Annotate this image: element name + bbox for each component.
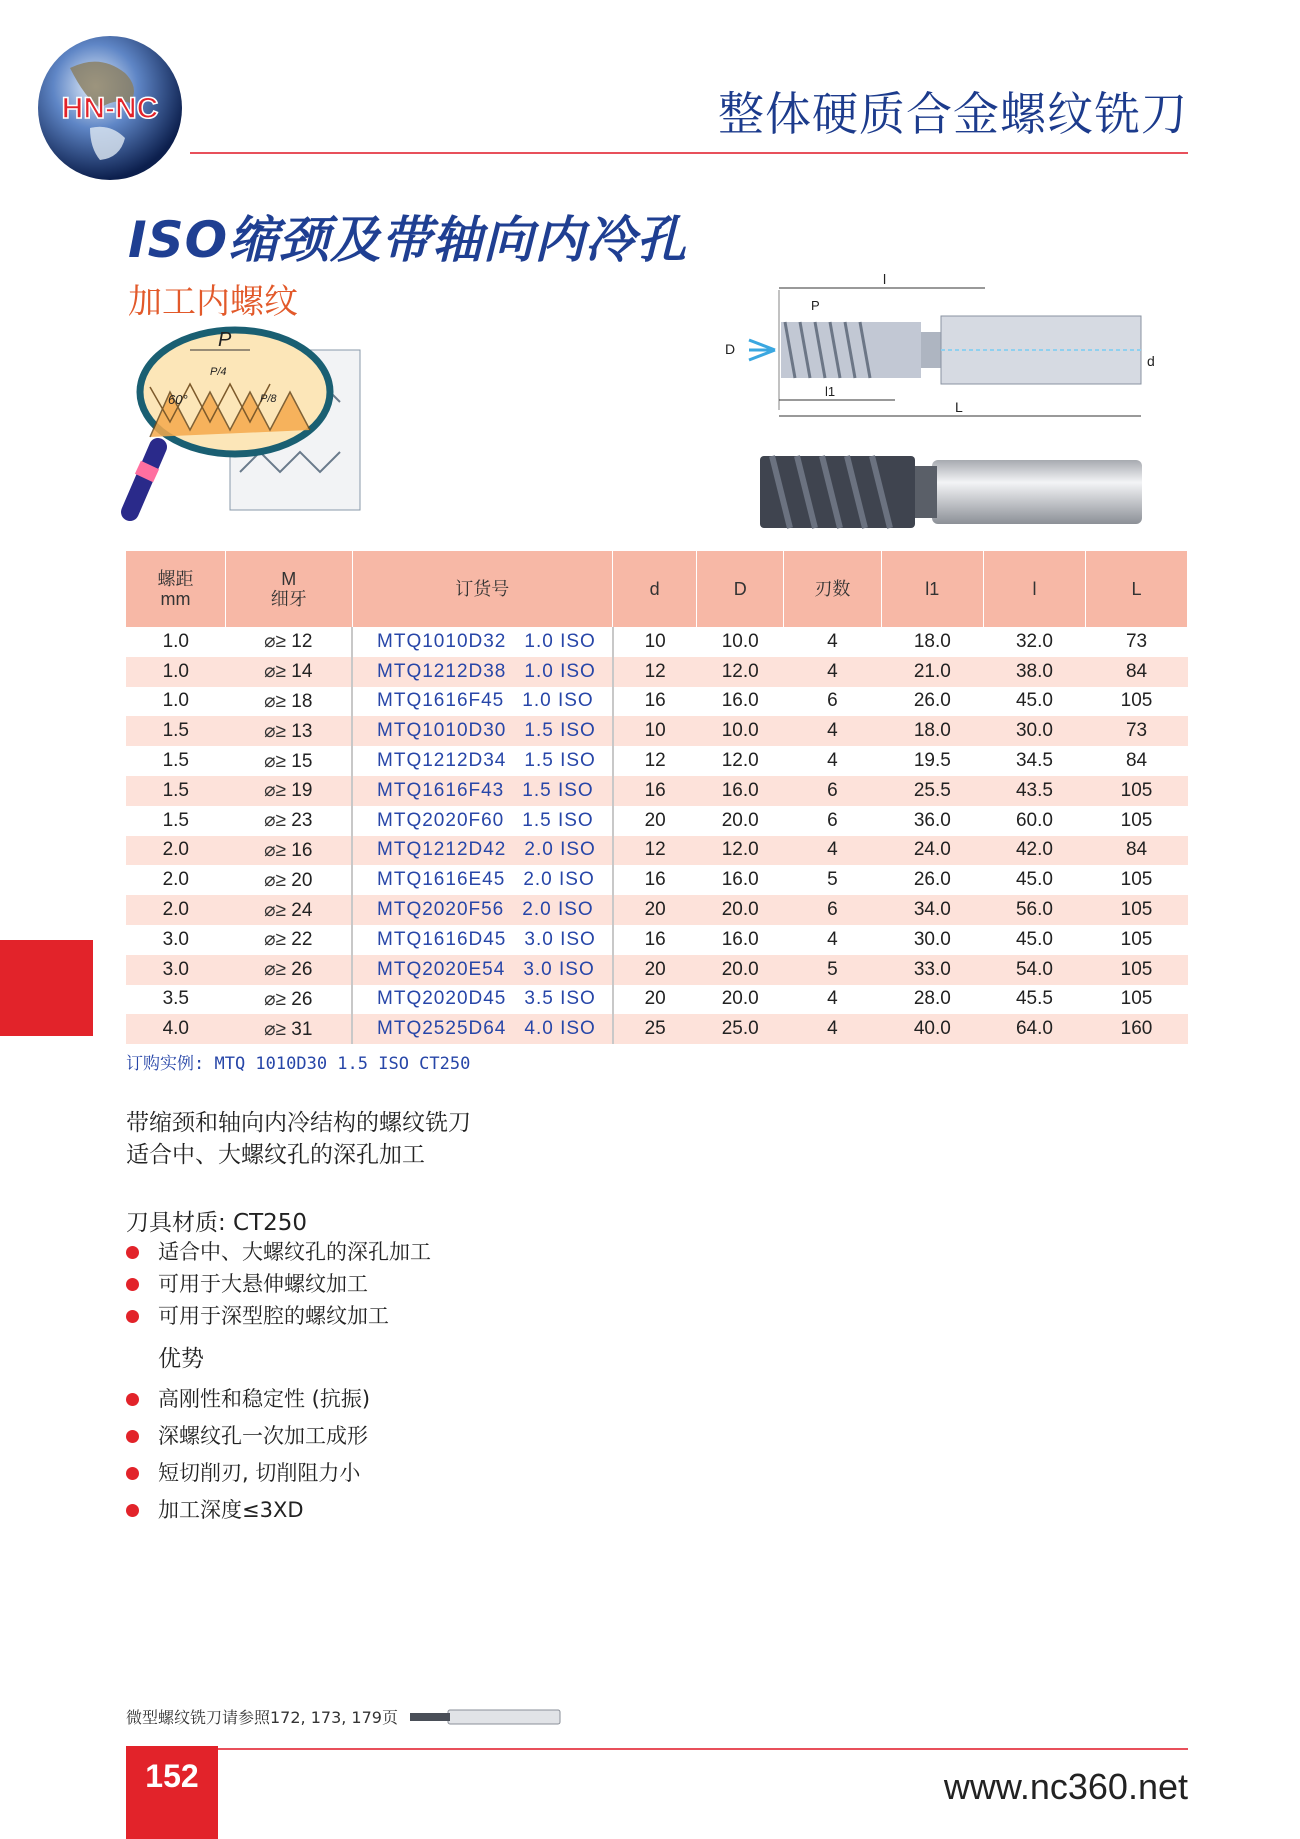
cell-l: 45.5: [983, 985, 1085, 1015]
feature-text: 可用于深型腔的螺纹加工: [158, 1304, 389, 1328]
order-code: MTQ2020F60: [377, 809, 505, 831]
bullet-icon: [126, 1393, 139, 1406]
cell-l1: 36.0: [881, 806, 983, 836]
cell-pitch: 1.0: [126, 657, 226, 687]
cell-flutes: 4: [784, 925, 882, 955]
cell-m: [226, 746, 352, 776]
cell-flutes: 4: [784, 746, 882, 776]
description-line-1: 带缩颈和轴向内冷结构的螺纹铣刀: [126, 1110, 471, 1136]
cell-flutes: 5: [784, 865, 882, 895]
cell-order: [352, 806, 612, 836]
cell-m: [226, 776, 352, 806]
order-code: MTQ1616F43: [377, 779, 505, 801]
cell-l1: 24.0: [881, 836, 983, 866]
thread-p4-label: P/4: [210, 366, 227, 378]
col-D-header: D: [697, 551, 784, 627]
cell-m-value: 22: [291, 929, 313, 951]
cell-flutes: 6: [784, 806, 882, 836]
advantage-text: 加工深度≤3XD: [158, 1498, 304, 1522]
cell-l: 45.0: [983, 925, 1085, 955]
dim-l1-label: l1: [825, 384, 836, 399]
diameter-ge-icon: ⌀≥: [264, 869, 292, 891]
table-header-row: [126, 551, 1188, 627]
cell-pitch: 4.0: [126, 1014, 226, 1044]
cell-l: 38.0: [983, 657, 1085, 687]
diameter-ge-icon: ⌀≥: [264, 661, 292, 683]
section-side-tab: [0, 940, 93, 1036]
cell-d: 16: [613, 925, 697, 955]
description-line-2: 适合中、大螺纹孔的深孔加工: [126, 1142, 425, 1168]
cell-L: 160: [1086, 1014, 1188, 1044]
table-row: [126, 925, 1188, 955]
tool-material: 刀具材质: CT250: [126, 1210, 308, 1236]
thread-p-label: P: [218, 329, 232, 351]
cell-d: 12: [613, 836, 697, 866]
cell-m-value: 14: [291, 661, 313, 683]
feature-text: 适合中、大螺纹孔的深孔加工: [158, 1240, 431, 1264]
cell-flutes: 4: [784, 627, 882, 657]
spec-table: [126, 551, 1188, 1044]
cell-pitch: 3.0: [126, 925, 226, 955]
thread-profile-diagram: [120, 322, 370, 532]
advantage-item: [126, 1455, 370, 1492]
table-row: [126, 806, 1188, 836]
cell-d: 20: [613, 955, 697, 985]
dim-D-label: D: [725, 341, 736, 357]
cell-d: 20: [613, 806, 697, 836]
col-order-header: 订货号: [352, 551, 612, 627]
diameter-ge-icon: ⌀≥: [264, 690, 292, 712]
col-l1-header: l1: [881, 551, 983, 627]
order-code: MTQ2020D45: [377, 988, 507, 1010]
col-pitch-header: 螺距 mm: [126, 551, 226, 627]
order-iso: 1.5 ISO: [524, 720, 596, 742]
diameter-ge-icon: ⌀≥: [264, 720, 292, 742]
cell-L: 105: [1086, 925, 1188, 955]
company-logo: [30, 28, 190, 188]
table-row: [126, 985, 1188, 1015]
cell-d: 10: [613, 716, 697, 746]
cell-D: 20.0: [697, 895, 784, 925]
cell-order: [352, 985, 612, 1015]
cell-l: 54.0: [983, 955, 1085, 985]
order-iso: 3.0 ISO: [524, 928, 596, 950]
cell-flutes: 4: [784, 716, 882, 746]
cell-D: 12.0: [697, 836, 784, 866]
cell-l1: 28.0: [881, 985, 983, 1015]
cell-flutes: 4: [784, 836, 882, 866]
order-code: MTQ2020F56: [377, 899, 505, 921]
order-example: 订购实例: MTQ 1010D30 1.5 ISO CT250: [126, 1054, 471, 1074]
cell-L: 84: [1086, 746, 1188, 776]
cell-d: 16: [613, 776, 697, 806]
cell-m: [226, 925, 352, 955]
cell-D: 20.0: [697, 985, 784, 1015]
cell-L: 84: [1086, 836, 1188, 866]
cell-m-value: 12: [291, 631, 313, 653]
advantage-item: [126, 1418, 370, 1455]
feature-item: [126, 1300, 431, 1332]
thread-p8-label: P/8: [260, 393, 277, 405]
dim-d-label: d: [1147, 353, 1155, 369]
advantage-text: 高刚性和稳定性 (抗振): [158, 1387, 371, 1411]
cell-D: 16.0: [697, 925, 784, 955]
diameter-ge-icon: ⌀≥: [264, 988, 292, 1010]
cell-m-value: 20: [291, 869, 313, 891]
cell-l1: 21.0: [881, 657, 983, 687]
feature-item: [126, 1268, 431, 1300]
cell-order: [352, 657, 612, 687]
cell-d: 12: [613, 657, 697, 687]
cell-L: 105: [1086, 687, 1188, 717]
col-d-header: d: [613, 551, 697, 627]
bullet-icon: [126, 1246, 139, 1259]
cell-pitch: 1.0: [126, 687, 226, 717]
feature-item: [126, 1236, 431, 1268]
bullet-icon: [126, 1278, 139, 1291]
cell-flutes: 4: [784, 985, 882, 1015]
diameter-ge-icon: ⌀≥: [264, 899, 292, 921]
tool-dimension-drawing: [715, 270, 1155, 420]
cell-m: [226, 865, 352, 895]
cell-m-value: 18: [291, 690, 313, 712]
order-iso: 1.0 ISO: [522, 690, 594, 712]
cell-order: [352, 716, 612, 746]
cell-order: [352, 1014, 612, 1044]
feature-list: [126, 1236, 431, 1332]
cell-flutes: 4: [784, 1014, 882, 1044]
cell-order: [352, 895, 612, 925]
website-url: www.nc360.net: [943, 1766, 1188, 1807]
cell-pitch: 3.5: [126, 985, 226, 1015]
cell-pitch: 1.5: [126, 806, 226, 836]
cell-m: [226, 955, 352, 985]
diameter-ge-icon: ⌀≥: [264, 1018, 292, 1040]
table-row: [126, 1014, 1188, 1044]
table-row: [126, 746, 1188, 776]
order-code: MTQ1616D45: [377, 928, 507, 950]
table-row: [126, 955, 1188, 985]
order-code: MTQ1010D30: [377, 720, 507, 742]
cell-m: [226, 657, 352, 687]
cell-d: 16: [613, 687, 697, 717]
cell-D: 12.0: [697, 746, 784, 776]
table-row: [126, 836, 1188, 866]
diameter-ge-icon: ⌀≥: [264, 750, 292, 772]
table-row: [126, 687, 1188, 717]
cell-l1: 18.0: [881, 627, 983, 657]
cell-flutes: 6: [784, 776, 882, 806]
micro-tool-icon: [408, 1705, 563, 1729]
table-row: [126, 865, 1188, 895]
col-L-header: L: [1086, 551, 1188, 627]
dim-p-label: P: [811, 298, 820, 313]
cell-L: 105: [1086, 806, 1188, 836]
order-iso: 2.0 ISO: [523, 869, 595, 891]
micro-tool-reference: 微型螺纹铣刀请参照172, 173, 179页: [126, 1708, 398, 1727]
order-code: MTQ2020E54: [377, 958, 506, 980]
cell-l1: 40.0: [881, 1014, 983, 1044]
cell-d: 12: [613, 746, 697, 776]
cell-d: 10: [613, 627, 697, 657]
cell-d: 16: [613, 865, 697, 895]
advantage-text: 深螺纹孔一次加工成形: [158, 1424, 368, 1448]
diameter-ge-icon: ⌀≥: [264, 631, 292, 653]
order-code: MTQ1212D34: [377, 750, 507, 772]
cell-l: 45.0: [983, 865, 1085, 895]
cell-pitch: 1.5: [126, 776, 226, 806]
footer-divider: [126, 1748, 1188, 1750]
dim-l-label: l: [883, 271, 887, 287]
section-subtitle: 加工内螺纹: [128, 282, 298, 322]
col-flutes-header: 刃数: [784, 551, 882, 627]
cell-L: 73: [1086, 716, 1188, 746]
cell-D: 16.0: [697, 776, 784, 806]
order-code: MTQ1212D42: [377, 839, 507, 861]
thread-angle-label: 60°: [168, 392, 188, 407]
order-iso: 4.0 ISO: [524, 1018, 596, 1040]
table-row: [126, 895, 1188, 925]
bullet-icon: [126, 1504, 139, 1517]
table-row: [126, 776, 1188, 806]
advantage-item: [126, 1381, 370, 1418]
cell-pitch: 2.0: [126, 895, 226, 925]
advantage-list: [126, 1381, 370, 1529]
cell-l1: 26.0: [881, 865, 983, 895]
order-iso: 3.0 ISO: [523, 958, 595, 980]
order-iso: 1.5 ISO: [524, 750, 596, 772]
cell-order: [352, 836, 612, 866]
cell-m: [226, 985, 352, 1015]
page-number: 152: [145, 1758, 199, 1794]
cell-pitch: 2.0: [126, 836, 226, 866]
order-iso: 2.0 ISO: [522, 899, 594, 921]
cell-m-value: 23: [291, 810, 313, 832]
cell-flutes: 5: [784, 955, 882, 985]
cell-m-value: 19: [291, 780, 313, 802]
cell-pitch: 1.0: [126, 627, 226, 657]
cell-l: 42.0: [983, 836, 1085, 866]
cell-pitch: 1.5: [126, 716, 226, 746]
feature-text: 可用于大悬伸螺纹加工: [158, 1272, 368, 1296]
cell-m: [226, 627, 352, 657]
cell-l1: 34.0: [881, 895, 983, 925]
cell-order: [352, 925, 612, 955]
order-code: MTQ1616F45: [377, 690, 505, 712]
cell-l: 43.5: [983, 776, 1085, 806]
cell-l1: 33.0: [881, 955, 983, 985]
cell-m: [226, 716, 352, 746]
bullet-icon: [126, 1467, 139, 1480]
cell-l1: 26.0: [881, 687, 983, 717]
cell-pitch: 2.0: [126, 865, 226, 895]
cell-m-value: 24: [291, 899, 313, 921]
order-iso: 3.5 ISO: [524, 988, 596, 1010]
diameter-ge-icon: ⌀≥: [264, 810, 292, 832]
logo-text: HN-NC: [61, 92, 159, 125]
cell-D: 16.0: [697, 865, 784, 895]
order-code: MTQ1212D38: [377, 660, 507, 682]
order-iso: 2.0 ISO: [524, 839, 596, 861]
cell-l1: 18.0: [881, 716, 983, 746]
cell-L: 105: [1086, 955, 1188, 985]
cell-m: [226, 687, 352, 717]
cell-l: 64.0: [983, 1014, 1085, 1044]
section-title: ISO缩颈及带轴向内冷孔: [128, 211, 688, 269]
cell-l1: 30.0: [881, 925, 983, 955]
cell-pitch: 3.0: [126, 955, 226, 985]
cell-l: 32.0: [983, 627, 1085, 657]
cell-m: [226, 895, 352, 925]
cell-l: 30.0: [983, 716, 1085, 746]
cell-D: 10.0: [697, 716, 784, 746]
cell-m: [226, 836, 352, 866]
table-row: [126, 657, 1188, 687]
diameter-ge-icon: ⌀≥: [264, 780, 292, 802]
cell-L: 105: [1086, 985, 1188, 1015]
cell-flutes: 4: [784, 657, 882, 687]
tool-photo: [752, 446, 1152, 538]
cell-m: [226, 806, 352, 836]
col-m-header: M 细牙: [226, 551, 352, 627]
cell-l: 34.5: [983, 746, 1085, 776]
cell-order: [352, 865, 612, 895]
diameter-ge-icon: ⌀≥: [264, 929, 292, 951]
cell-L: 84: [1086, 657, 1188, 687]
order-code: MTQ1616E45: [377, 869, 506, 891]
cell-pitch: 1.5: [126, 746, 226, 776]
cell-d: 25: [613, 1014, 697, 1044]
table-row: [126, 627, 1188, 657]
order-iso: 1.5 ISO: [522, 779, 594, 801]
cell-m-value: 13: [291, 720, 313, 742]
cell-L: 105: [1086, 865, 1188, 895]
cell-order: [352, 627, 612, 657]
cell-m-value: 26: [291, 959, 313, 981]
cell-L: 105: [1086, 776, 1188, 806]
order-code: MTQ2525D64: [377, 1018, 507, 1040]
order-iso: 1.5 ISO: [522, 809, 594, 831]
cell-D: 12.0: [697, 657, 784, 687]
cell-d: 20: [613, 895, 697, 925]
cell-order: [352, 955, 612, 985]
cell-order: [352, 776, 612, 806]
table-row: [126, 716, 1188, 746]
cell-D: 25.0: [697, 1014, 784, 1044]
order-iso: 1.0 ISO: [524, 660, 596, 682]
advantages-title: 优势: [158, 1346, 204, 1372]
cell-l: 45.0: [983, 687, 1085, 717]
cell-D: 20.0: [697, 955, 784, 985]
col-l-header: l: [983, 551, 1085, 627]
cell-D: 20.0: [697, 806, 784, 836]
cell-order: [352, 746, 612, 776]
diameter-ge-icon: ⌀≥: [264, 959, 292, 981]
cell-order: [352, 687, 612, 717]
cell-L: 105: [1086, 895, 1188, 925]
advantage-item: [126, 1492, 370, 1529]
cell-l: 60.0: [983, 806, 1085, 836]
cell-l: 56.0: [983, 895, 1085, 925]
description: [126, 1107, 471, 1171]
cell-m-value: 31: [291, 1018, 313, 1040]
cell-flutes: 6: [784, 687, 882, 717]
order-code: MTQ1010D32: [377, 630, 507, 652]
header-title: 整体硬质合金螺纹铣刀: [718, 87, 1188, 141]
cell-L: 73: [1086, 627, 1188, 657]
cell-l1: 19.5: [881, 746, 983, 776]
cell-D: 10.0: [697, 627, 784, 657]
header-divider: [190, 152, 1188, 154]
cell-m-value: 26: [291, 988, 313, 1010]
cell-l1: 25.5: [881, 776, 983, 806]
diameter-ge-icon: ⌀≥: [264, 839, 292, 861]
cell-flutes: 6: [784, 895, 882, 925]
order-iso: 1.0 ISO: [524, 630, 596, 652]
dim-L-label: L: [955, 399, 963, 415]
cell-m: [226, 1014, 352, 1044]
cell-m-value: 15: [291, 750, 313, 772]
bullet-icon: [126, 1430, 139, 1443]
cell-D: 16.0: [697, 687, 784, 717]
cell-m-value: 16: [291, 839, 313, 861]
cell-d: 20: [613, 985, 697, 1015]
advantage-text: 短切削刃, 切削阻力小: [158, 1461, 361, 1485]
bullet-icon: [126, 1310, 139, 1323]
